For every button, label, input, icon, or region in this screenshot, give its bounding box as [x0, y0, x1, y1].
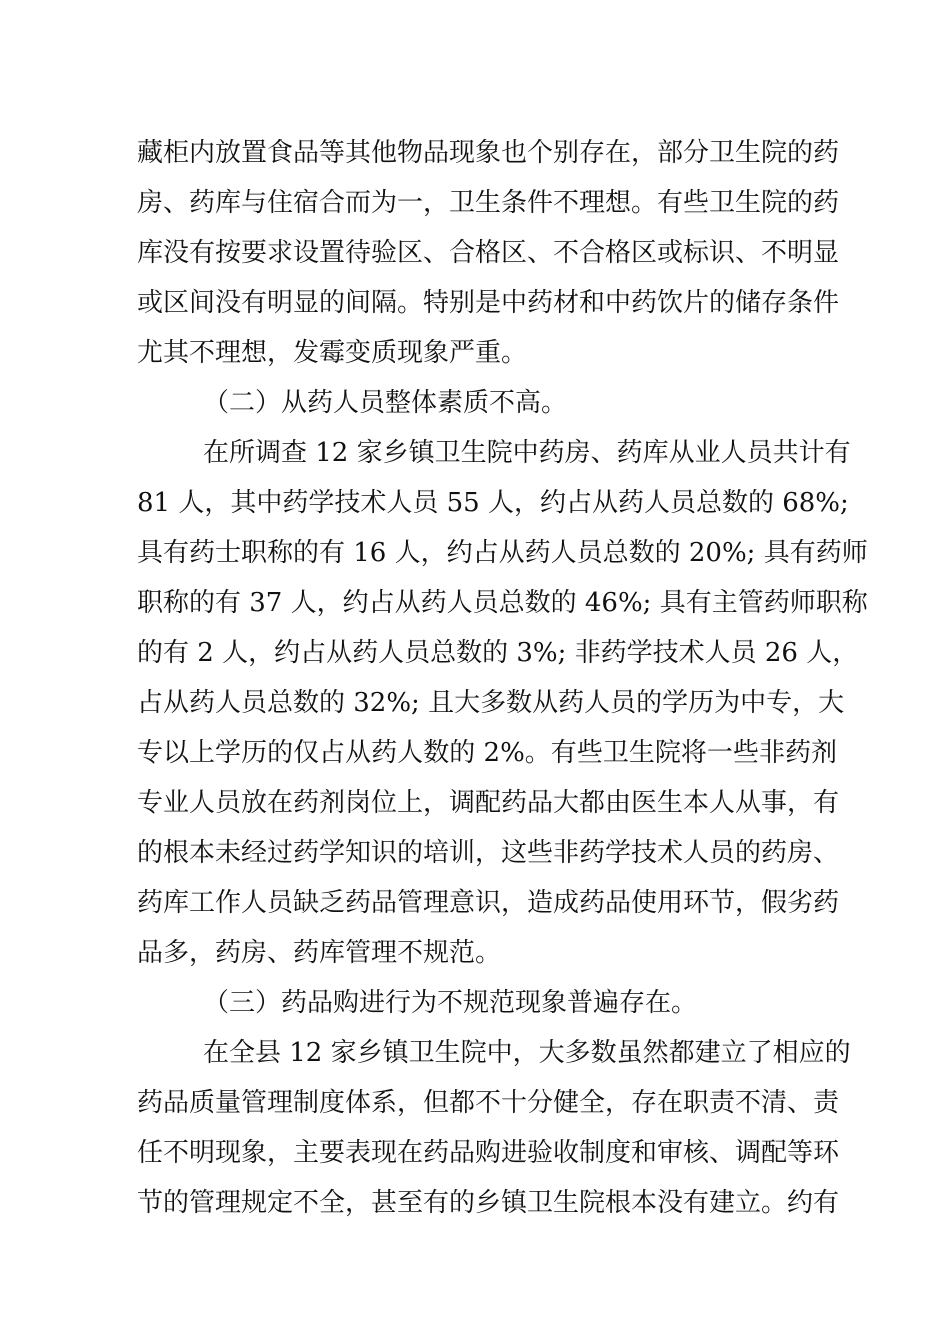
paragraph-line: 81 人，其中药学技术人员 55 人，约占从药人员总数的 68%;	[137, 488, 849, 518]
paragraph-line: 专以上学历的仅占从药人数的 2%。有些卫生院将一些非药剂	[137, 738, 837, 768]
paragraph-line: 或区间没有明显的间隔。特别是中药材和中药饮片的储存条件	[137, 288, 840, 318]
paragraph-line: 在全县 12 家乡镇卫生院中，大多数虽然都建立了相应的	[203, 1038, 851, 1068]
paragraph-line: 品多，药房、药库管理不规范。	[137, 938, 502, 968]
paragraph-line: 专业人员放在药剂岗位上，调配药品大都由医生本人从事，有	[137, 788, 840, 818]
paragraph-line: 在所调查 12 家乡镇卫生院中药房、药库从业人员共计有	[203, 438, 851, 468]
paragraph-line: 药品质量管理制度体系，但都不十分健全，存在职责不清、责	[137, 1088, 840, 1118]
section-heading: （三）药品购进行为不规范现象普遍存在。	[203, 988, 698, 1018]
paragraph-line: 尤其不理想，发霉变质现象严重。	[137, 338, 528, 368]
paragraph-line: 任不明现象，主要表现在药品购进验收制度和审核、调配等环	[137, 1138, 840, 1168]
paragraph-line: 的有 2 人，约占从药人员总数的 3%; 非药学技术人员 26 人，	[137, 638, 859, 668]
paragraph-line: 占从药人员总数的 32%; 且大多数从药人员的学历为中专，大	[137, 688, 845, 718]
paragraph-line: 房、药库与住宿合而为一，卫生条件不理想。有些卫生院的药	[137, 188, 840, 218]
paragraph-line: 节的管理规定不全，甚至有的乡镇卫生院根本没有建立。约有	[137, 1188, 840, 1218]
section-heading: （二）从药人员整体素质不高。	[203, 388, 568, 418]
paragraph-line: 库没有按要求设置待验区、合格区、不合格区或标识、不明显	[137, 238, 840, 268]
paragraph-line: 藏柜内放置食品等其他物品现象也个别存在，部分卫生院的药	[137, 138, 840, 168]
paragraph-line: 的根本未经过药学知识的培训，这些非药学技术人员的药房、	[137, 838, 840, 868]
paragraph-line: 职称的有 37 人，约占从药人员总数的 46%; 具有主管药师职称	[137, 588, 868, 618]
document-body	[137, 128, 868, 1228]
paragraph-line: 具有药士职称的有 16 人，约占从药人员总数的 20%; 具有药师	[137, 538, 868, 568]
paragraph-line: 药库工作人员缺乏药品管理意识，造成药品使用环节，假劣药	[137, 888, 840, 918]
